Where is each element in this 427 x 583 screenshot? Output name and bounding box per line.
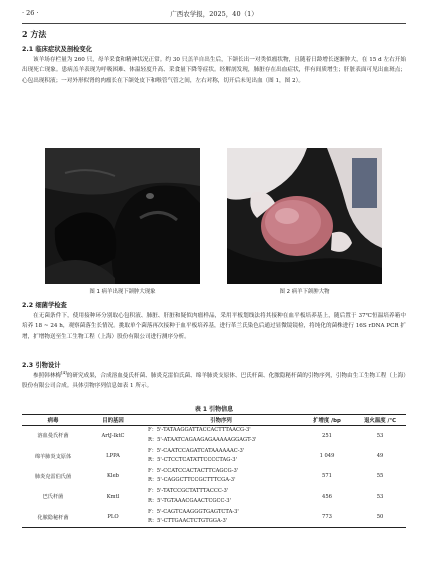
cell-size: 571 xyxy=(322,473,332,480)
header-size: 扩增度 /bp xyxy=(300,415,354,426)
table-row xyxy=(22,507,406,527)
journal-citation: 广西农学报，2025，40（1） xyxy=(170,10,258,18)
cell-primers xyxy=(142,487,300,507)
cell-annealing: 49 xyxy=(376,453,384,460)
primer-text-start: 参照韩林梅 xyxy=(33,373,62,379)
cell-pathogen: 溶血曼氏杆菌 xyxy=(37,433,69,440)
primer-table xyxy=(22,414,406,528)
section-title: 2 方法 xyxy=(22,29,47,39)
reference-citation: [4] xyxy=(61,370,67,376)
subsection-title-2-2: 2.2 细菌学检查 xyxy=(22,302,67,309)
figure-2-caption: 图 2 病羊下颌肿大物 xyxy=(279,289,330,295)
cell-size: 456 xyxy=(322,493,332,500)
cell-pathogen: 化脓隐秘杆菌 xyxy=(22,507,84,527)
paragraph-clinical-symptoms: 该羊场存栏量为 260 只，母羊采食和精神状况正常。约 30 只羔羊自出生后，下颌长出一对类似瘤状物，且随着日龄增长逐渐肿大，在 15 d 左右开始出现死亡现象。患病羔羊表现为呼吸困难、体温轻度升高、采食量下降等症状。经解剖发现，肺脏存在出血症状，伴有间质增生；肝脏表面可见出血斑点；心包出现积液；一对外形似肾的肉瘤长在下颌处皮下和喉管气管之间，左右对称，切开后未见出血（图 1，图 2）。 xyxy=(22,57,406,84)
cell-primers xyxy=(142,446,300,466)
cell-size: 1 049 xyxy=(319,453,335,460)
figure-1-photo xyxy=(45,148,200,284)
cell-primers xyxy=(142,466,300,486)
cell-primers xyxy=(142,426,300,446)
running-header xyxy=(22,9,406,21)
cell-gene: Kmtl xyxy=(106,493,120,500)
primer-text-end: 的研究成果，合成溶血曼氏杆菌、肺炎克雷伯氏菌、绵羊肺炎支原体、巴氏杆菌、化脓隐秘杆菌的引物序列，引物由生工生物工程（上海）股份有限公司合成。具体引物序列信息如表 1 所示。 xyxy=(22,373,406,390)
reverse-primer: R：5'-ATAATCAGAAGAGAAAAAGGAGT-3' xyxy=(148,436,257,443)
page-number: · 26 · xyxy=(22,9,39,17)
header-annealing: 退火温度 /℃ xyxy=(354,415,406,426)
cell-size: 251 xyxy=(322,432,332,439)
forward-primer: F：5'-TATAAGGATTACCACTTTAACG-3' xyxy=(148,427,251,434)
figure-2-photo xyxy=(227,148,382,284)
cell-gene: ArtJ-lktC xyxy=(101,432,125,439)
table-row xyxy=(22,446,406,466)
reverse-primer: R：5'-CAGGCTTCCGCTTTCGA-3' xyxy=(148,477,236,484)
forward-primer: F：5'-CAATCCAGATCATAAAAAAC-3' xyxy=(148,447,245,454)
table-caption: 表 1 引物信息 xyxy=(194,406,234,413)
header-gene: 目的基因 xyxy=(84,415,142,426)
cell-gene: PLO xyxy=(84,507,142,527)
reverse-primer: R：5'-TGTAAACGAACTCGCC-3' xyxy=(148,497,231,504)
cell-pathogen: 绵羊肺炎支原体 xyxy=(34,453,72,460)
cell-size: 773 xyxy=(300,507,354,527)
cell-pathogen: 肺炎克雷伯氏菌 xyxy=(34,473,72,480)
cell-annealing: 53 xyxy=(376,493,384,500)
paragraph-bacteriology: 在无菌条件下，使用接种环分别取心包积液、肺脏、肝脏和疑似肉瘤样品，采用平板划线法将其接种在血平板培养基上，随后置于 37℃恒温培养箱中培养 18 ~ 24 h，观察菌落生长情况。挑取单个菌落再次接种于血平板培养基，进行革兰氏染色后通过显微镜镜检，将纯化的菌株进行 16S rDNA PCR 扩增，扩增物送至生工生物工程（上海）股份有限公司进行测序分析。 xyxy=(22,313,406,340)
paragraph-primer-design xyxy=(22,371,406,392)
cell-gene: Kleb xyxy=(107,473,119,480)
forward-primer: F：5'-CAGTCAAGGGTGAGTCTA-3' xyxy=(148,508,239,515)
table-row xyxy=(22,487,406,507)
header-rule xyxy=(22,23,406,24)
cell-gene: LPPA xyxy=(106,453,120,460)
table-header-row xyxy=(22,415,406,426)
cell-annealing: 50 xyxy=(354,507,406,527)
table-row xyxy=(22,426,406,446)
forward-primer: F：5'-TATCCGCTATTTACCC-3' xyxy=(148,488,229,495)
reverse-primer: R：5'-CTCCTCATATTCCCCTAG-3' xyxy=(148,457,238,464)
subsection-title-2-1: 2.1 临床症状及剖检变化 xyxy=(22,46,93,53)
table-row xyxy=(22,466,406,486)
header-sequence: 引物序列 xyxy=(142,415,300,426)
forward-primer: F：5'-CCATCCACTACTTCAGCG-3' xyxy=(148,467,239,474)
cell-pathogen: 巴氏杆菌 xyxy=(42,494,64,501)
reverse-primer: R：5'-CTTGAACTCTGTGGA-3' xyxy=(148,518,228,524)
header-pathogen: 病毒 xyxy=(22,415,84,426)
cell-primers xyxy=(142,507,300,527)
cell-annealing: 53 xyxy=(376,432,384,439)
figure-1-caption: 图 1 病羊出现下颌肿大现象 xyxy=(89,289,156,295)
cell-annealing: 55 xyxy=(376,473,384,480)
subsection-title-2-3: 2.3 引物设计 xyxy=(22,362,61,369)
